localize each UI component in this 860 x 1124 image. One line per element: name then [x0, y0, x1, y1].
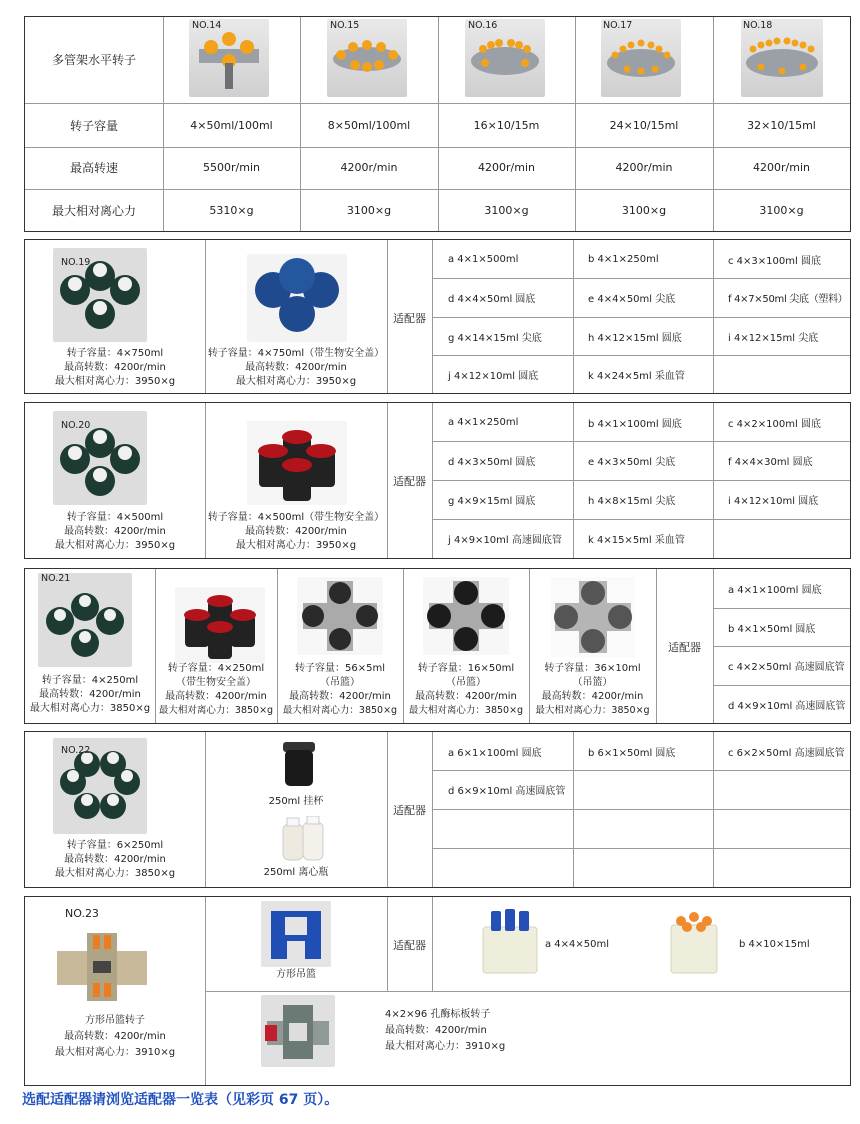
capacity-value: 24×10/15ml	[609, 119, 679, 132]
spec-line: 最大相对离心力：3950×g	[54, 376, 176, 387]
adapter-item: j 4×12×10ml 圆底	[448, 370, 539, 382]
adapter-item: b 4×1×250ml	[588, 253, 659, 265]
model-label-no14: NO.14	[192, 20, 222, 31]
spec-line: 转子容量：16×50ml	[417, 663, 515, 674]
speed-value: 4200r/min	[478, 161, 535, 174]
spec-line: 转子容量：6×250ml	[66, 840, 164, 851]
spec-line: 最高转数：4200r/min	[64, 854, 166, 865]
rotor-photo-no21-basket-36	[551, 577, 635, 657]
spec-line: 最高转数：4200r/min	[385, 1025, 487, 1036]
spec-line: 转子容量：36×10ml	[544, 663, 641, 674]
spec-line: （吊篮）	[572, 677, 613, 688]
row-label-capacity: 转子容量	[69, 119, 118, 133]
spec-line: 转子容量：4×750ml	[66, 348, 164, 359]
adapter-item: i 4×12×10ml 圆底	[728, 496, 819, 507]
spec-line: 转子容量：4×250ml	[167, 663, 265, 674]
rotor-photo-no21	[38, 573, 132, 667]
adapter-item: d 6×9×10ml 高速圆底管	[448, 786, 566, 797]
spec-line: （吊篮）	[320, 677, 360, 688]
adapter-item: k 4×24×5ml 采血管	[588, 370, 685, 382]
rcf-value: 3100×g	[484, 204, 529, 217]
spec-line: 最高转数：4200r/min	[64, 526, 166, 537]
model-label-no23: NO.23	[65, 907, 99, 920]
model-label-no19: NO.19	[61, 257, 91, 268]
rotor-photo-no21-basket-16	[423, 577, 509, 655]
spec-line: 最大相对离心力：3950×g	[235, 376, 357, 387]
adapter-item: d 4×3×50ml 圆底	[448, 457, 536, 468]
adapter-item: b 4×1×50ml 圆底	[728, 623, 816, 635]
bottle-label: 250ml 离心瓶	[263, 867, 329, 878]
adapter-item: c 4×2×50ml 高速圆底管	[728, 662, 845, 673]
rotor-block-no21	[24, 568, 851, 724]
adapter-label: 适配器	[393, 475, 426, 488]
rcf-value: 3100×g	[621, 204, 667, 217]
model-label-no21: NO.21	[41, 573, 71, 584]
adapter-item: a 4×1×100ml 圆底	[728, 585, 822, 596]
rcf-value: 3100×g	[346, 204, 392, 217]
rotor-block-no19	[24, 239, 851, 394]
spec-line: 最大相对离心力：3950×g	[54, 540, 176, 551]
spec-line: 转子容量：4×500ml	[66, 512, 164, 523]
adapter-b-photo	[665, 905, 723, 975]
spec-line: 最大相对离心力：3850×g	[54, 868, 176, 879]
adapter-item: k 4×15×5ml 采血管	[588, 535, 685, 546]
spec-line: 最高转数：4200r/min	[64, 362, 166, 373]
adapter-label: 适配器	[668, 641, 701, 654]
speed-value: 4200r/min	[615, 161, 673, 174]
adapter-item: a 4×1×500ml	[448, 253, 519, 265]
adapter-item: e 4×3×50ml 尖底	[588, 457, 676, 468]
cup-photo	[279, 740, 319, 790]
spec-line: 最大相对离心力：3850×g	[282, 705, 398, 716]
adapter-item: f 4×4×30ml 圆底	[728, 457, 813, 468]
adapter-item: a 4×4×50ml	[545, 939, 610, 950]
spec-line: 最高转数：4200r/min	[245, 526, 347, 537]
spec-line: 最大相对离心力：3910×g	[54, 1047, 176, 1058]
cup-label: 250ml 挂杯	[268, 796, 324, 807]
rotor-photo-no20-biosafe	[247, 421, 347, 505]
spec-line: 最大相对离心力：3850×g	[408, 705, 524, 716]
adapter-item: g 4×14×15ml 尖底	[448, 332, 542, 344]
rotor-block-no22	[24, 731, 851, 888]
rcf-value: 3100×g	[759, 204, 804, 217]
plate-rotor-photo	[261, 995, 335, 1067]
adapter-label: 适配器	[393, 312, 426, 325]
adapter-item: b 4×1×100ml 圆底	[588, 418, 682, 430]
rotor-block-no23	[24, 896, 851, 1086]
adapter-a-photo	[477, 905, 543, 975]
adapter-item: h 4×12×15ml 圆底	[588, 332, 682, 344]
spec-line: 最大相对离心力：3850×g	[158, 705, 274, 716]
spec-line: 最大相对离心力：3950×g	[235, 540, 357, 551]
rcf-value: 5310×g	[209, 204, 254, 217]
capacity-value: 32×10/15ml	[747, 119, 816, 132]
spec-line: 最高转数：4200r/min	[39, 689, 141, 700]
spec-line: 最大相对离心力：3850×g	[535, 705, 650, 716]
spec-line: 最高转数：4200r/min	[541, 691, 644, 702]
adapter-item: a 4×1×250ml	[448, 416, 519, 428]
adapter-item: g 4×9×15ml 圆底	[448, 496, 536, 507]
spec-line: 转子容量：4×750ml（带生物安全盖）	[207, 348, 385, 359]
spec-line: 转子容量：4×250ml	[41, 675, 139, 686]
capacity-value: 4×50ml/100ml	[190, 119, 273, 132]
model-label-no22: NO.22	[61, 745, 91, 756]
adapter-item: j 4×9×10ml 高速圆底管	[448, 535, 562, 546]
speed-value: 5500r/min	[203, 161, 260, 174]
adapter-item: d 4×4×50ml 圆底	[448, 294, 536, 305]
row-header-rotor: 多管架水平转子	[51, 53, 136, 67]
adapter-label: 适配器	[393, 804, 426, 817]
capacity-value: 8×50ml/100ml	[327, 119, 411, 132]
capacity-value: 16×10/15m	[473, 119, 540, 132]
spec-line: 4×2×96 孔酶标板转子	[385, 1009, 491, 1020]
rotor-photo-no23	[53, 927, 151, 1007]
multi-tube-rotor-table	[24, 16, 851, 232]
model-label-no16: NO.16	[468, 20, 498, 31]
spec-line: （带生物安全盖）	[176, 677, 256, 688]
adapter-item: c 4×3×100ml 圆底	[728, 255, 821, 267]
adapter-item: i 4×12×15ml 尖底	[728, 332, 819, 344]
spec-line: 最高转数：4200r/min	[245, 362, 347, 373]
spec-line: 最高转数：4200r/min	[64, 1031, 166, 1042]
adapter-item: e 4×4×50ml 尖底	[588, 294, 676, 305]
spec-line: 最高转数：4200r/min	[165, 691, 267, 702]
row-label-rcf: 最大相对离心力	[51, 204, 136, 218]
rotor-photo-no21-basket-56	[297, 577, 383, 655]
model-label-no17: NO.17	[603, 20, 633, 31]
spec-line: 最高转数：4200r/min	[415, 691, 517, 702]
adapter-item: h 4×8×15ml 尖底	[588, 496, 676, 507]
square-basket-label: 方形吊篮	[276, 969, 316, 980]
model-label-no20: NO.20	[61, 420, 91, 431]
rotor-photo-no21-biosafe	[175, 587, 265, 663]
adapter-item: d 4×9×10ml 高速圆底管	[728, 700, 846, 712]
model-label-no18: NO.18	[743, 20, 773, 31]
adapter-item: b 6×1×50ml 圆底	[588, 747, 676, 759]
row-label-speed: 最高转速	[69, 161, 118, 175]
spec-line: 最高转数：4200r/min	[289, 691, 391, 702]
spec-line: 最大相对离心力：3850×g	[29, 703, 151, 714]
footer-note: 选配适配器请浏览适配器一览表（见彩页 67 页）。	[22, 1092, 339, 1108]
adapter-item: c 6×2×50ml 高速圆底管	[728, 747, 845, 759]
adapter-item: f 4×7×50ml 尖底（塑料）	[728, 294, 848, 305]
adapter-item: a 6×1×100ml 圆底	[448, 747, 542, 759]
spec-line: 最大相对离心力：3910×g	[385, 1041, 506, 1052]
model-label-no15: NO.15	[330, 20, 360, 31]
spec-line: 方形吊篮转子	[85, 1015, 145, 1026]
spec-line: 转子容量：56×5ml	[295, 663, 385, 674]
rotor-block-no20	[24, 402, 851, 559]
speed-value: 4200r/min	[753, 161, 810, 174]
adapter-item: b 4×10×15ml	[739, 939, 810, 950]
bottle-photo	[279, 816, 325, 862]
square-basket-photo	[261, 901, 331, 967]
rotor-photo-no19-biosafe	[247, 254, 347, 342]
spec-line: 转子容量：4×500ml（带生物安全盖）	[207, 512, 385, 523]
adapter-item: c 4×2×100ml 圆底	[728, 418, 821, 430]
adapter-label: 适配器	[393, 939, 426, 952]
speed-value: 4200r/min	[340, 161, 398, 174]
spec-line: （吊篮）	[446, 677, 486, 688]
